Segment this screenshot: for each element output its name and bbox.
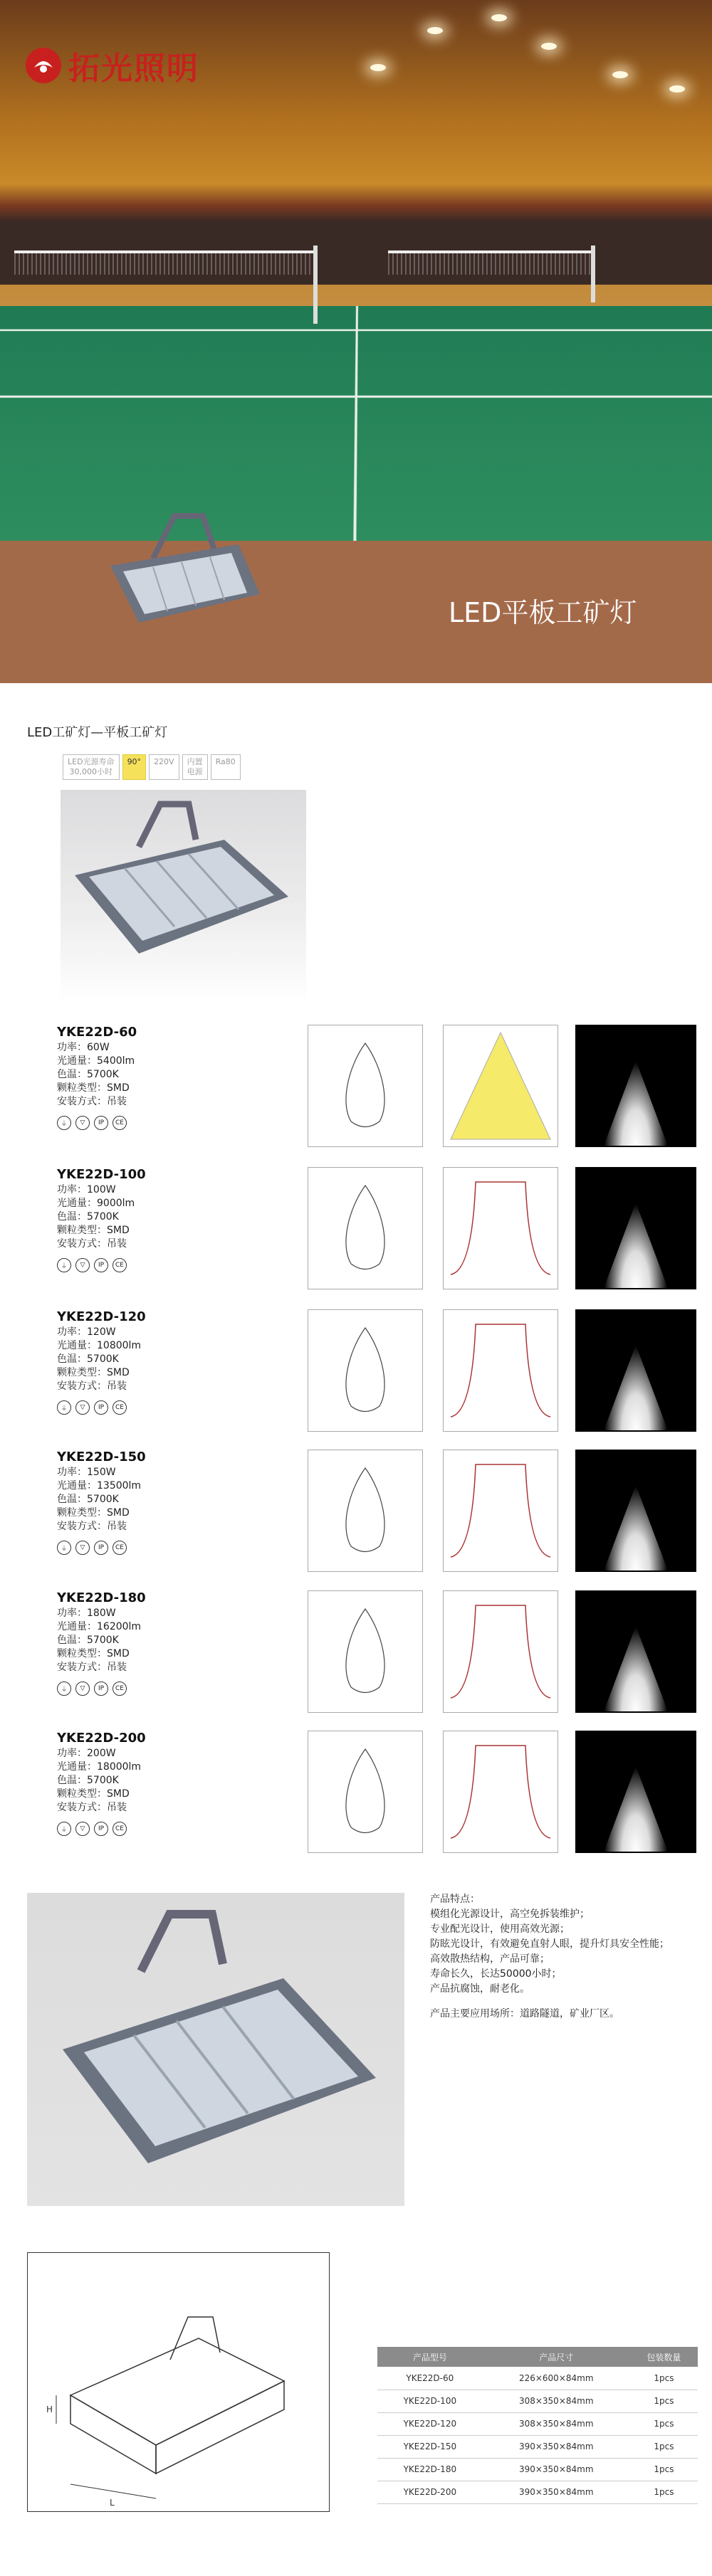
brand-logo: [26, 43, 199, 88]
table-row: YKE22D-200 390×350×84mm 1pcs: [377, 2481, 698, 2503]
triangle-icon: ▽: [75, 1258, 90, 1272]
logo-icon: [26, 48, 61, 83]
ce-icon: CE: [112, 1682, 127, 1696]
net-post: [313, 246, 318, 324]
model-row: [0, 1450, 712, 1578]
model-name: YKE22D-120: [57, 1309, 146, 1324]
cert-icons: [57, 1116, 292, 1130]
spec-power: 功率：200W: [57, 1748, 116, 1759]
spec-chip: 颗粒类型：SMD: [57, 1507, 130, 1519]
distribution-chart: [443, 1167, 558, 1289]
ip66-icon: IP: [94, 1400, 108, 1415]
ground-icon: ⏚: [57, 1541, 71, 1555]
table-header: 产品型号: [377, 2347, 483, 2367]
ce-icon: CE: [112, 1258, 127, 1272]
model-specs: [57, 1309, 292, 1415]
usage-text: 产品主要应用场所：道路隧道，矿业厂区。: [430, 2008, 619, 2020]
ip66-icon: IP: [94, 1541, 108, 1555]
ground-icon: ⏚: [57, 1822, 71, 1836]
spec-flux: 光通量：18000lm: [57, 1761, 142, 1773]
model-name: YKE22D-100: [57, 1167, 146, 1182]
dimension-drawing: [27, 2252, 330, 2512]
cert-icons: [57, 1258, 292, 1272]
polar-curve-chart: [308, 1590, 423, 1713]
cert-icons: [57, 1541, 292, 1555]
polar-curve-chart: [308, 1167, 423, 1289]
ip66-icon: IP: [94, 1258, 108, 1272]
net-post: [591, 246, 595, 302]
voltage-badge: 220V: [149, 754, 179, 780]
spec-cct: 色温：5700K: [57, 1635, 119, 1646]
features-heading: 产品特点：: [430, 1894, 480, 1905]
ground-icon: ⏚: [57, 1400, 71, 1415]
spec-flux: 光通量：5400lm: [57, 1055, 135, 1067]
ceiling-light: [370, 64, 386, 71]
model-row: [0, 1731, 712, 1859]
ce-icon: CE: [112, 1822, 127, 1836]
spec-mount: 安装方式：吊装: [57, 1096, 127, 1107]
illuminance-chart: [443, 1025, 558, 1147]
spec-chip: 颗粒类型：SMD: [57, 1648, 130, 1659]
triangle-icon: ▽: [75, 1400, 90, 1415]
beam-photo: [575, 1731, 696, 1853]
spec-cct: 色温：5700K: [57, 1494, 119, 1505]
triangle-icon: ▽: [75, 1541, 90, 1555]
ceiling-light: [491, 14, 507, 21]
feature-badges: [63, 754, 241, 780]
feature-item: 产品抗腐蚀，耐老化。: [430, 1983, 530, 1995]
hero-banner: [0, 0, 712, 541]
ce-icon: CE: [112, 1541, 127, 1555]
product-photo: [61, 790, 306, 1003]
model-row: [0, 1309, 712, 1437]
cert-icons: [57, 1400, 292, 1415]
beam-photo: [575, 1167, 696, 1289]
polar-curve-chart: [308, 1309, 423, 1432]
distribution-chart: [443, 1309, 558, 1432]
cert-icons: [57, 1822, 292, 1836]
title-band: [0, 541, 712, 683]
distribution-chart: [443, 1590, 558, 1713]
model-specs: [57, 1731, 292, 1836]
model-name: YKE22D-150: [57, 1450, 146, 1464]
feature-item: 专业配光设计，使用高效光源；: [430, 1923, 570, 1935]
model-name: YKE22D-200: [57, 1731, 146, 1746]
table-header: 包装数量: [630, 2347, 698, 2367]
beam-photo: [575, 1025, 696, 1147]
product-large-photo: [27, 1893, 404, 2206]
spec-cct: 色温：5700K: [57, 1069, 119, 1080]
model-row: [0, 1590, 712, 1719]
spec-flux: 光通量：9000lm: [57, 1198, 135, 1209]
section-title: LED工矿灯—平板工矿灯: [27, 725, 168, 740]
spec-mount: 安装方式：吊装: [57, 1802, 127, 1813]
cert-icons: [57, 1682, 292, 1696]
table-header: 产品尺寸: [483, 2347, 630, 2367]
spec-cct: 色温：5700K: [57, 1211, 119, 1223]
spec-cct: 色温：5700K: [57, 1775, 119, 1786]
spec-mount: 安装方式：吊装: [57, 1662, 127, 1673]
spec-flux: 光通量：16200lm: [57, 1621, 142, 1632]
fixture-image: [96, 509, 267, 644]
angle-badge: 90°: [122, 754, 147, 780]
spec-mount: 安装方式：吊装: [57, 1381, 127, 1392]
beam-photo: [575, 1590, 696, 1713]
model-specs: [57, 1450, 292, 1555]
feature-item: 防眩光设计，有效避免直射人眼，提升灯具安全性能；: [430, 1938, 669, 1950]
polar-curve-chart: [308, 1731, 423, 1853]
model-specs: [57, 1025, 292, 1130]
height-label: H: [46, 2405, 53, 2414]
product-title: LED平板工矿灯: [449, 597, 637, 628]
model-name: YKE22D-60: [57, 1025, 137, 1040]
beam-photo: [575, 1309, 696, 1432]
ground-icon: ⏚: [57, 1258, 71, 1272]
table-row: YKE22D-100 308×350×84mm 1pcs: [377, 2390, 698, 2412]
ceiling-light: [427, 27, 443, 34]
triangle-icon: ▽: [75, 1116, 90, 1130]
model-row: [0, 1025, 712, 1153]
table-row: YKE22D-120 308×350×84mm 1pcs: [377, 2412, 698, 2435]
ceiling-light: [541, 43, 557, 50]
polar-curve-chart: [308, 1025, 423, 1147]
ip66-icon: IP: [94, 1682, 108, 1696]
table-row: YKE22D-60 226×600×84mm 1pcs: [377, 2367, 698, 2390]
model-row: [0, 1167, 712, 1295]
triangle-icon: ▽: [75, 1822, 90, 1836]
length-label: L: [110, 2498, 115, 2508]
beam-photo: [575, 1450, 696, 1572]
driver-badge: 内置 电源: [182, 754, 208, 780]
spec-power: 功率：180W: [57, 1608, 116, 1619]
spec-flux: 光通量：13500lm: [57, 1480, 142, 1492]
spec-power: 功率：60W: [57, 1042, 110, 1053]
net: [388, 250, 591, 275]
polar-curve-chart: [308, 1450, 423, 1572]
ground-icon: ⏚: [57, 1682, 71, 1696]
spec-flux: 光通量：10800lm: [57, 1340, 142, 1351]
spec-mount: 安装方式：吊装: [57, 1521, 127, 1532]
features-list: [430, 1893, 693, 2021]
ceiling-light: [669, 85, 685, 93]
ce-icon: CE: [112, 1400, 127, 1415]
ground-icon: ⏚: [57, 1116, 71, 1130]
feature-item: 模组化光源设计，高空免拆装维护；: [430, 1909, 590, 1920]
ra-badge: Ra80: [211, 754, 241, 780]
spec-power: 功率：100W: [57, 1184, 116, 1195]
badminton-court: [0, 306, 712, 541]
spec-chip: 颗粒类型：SMD: [57, 1225, 130, 1236]
table-row: YKE22D-150 390×350×84mm 1pcs: [377, 2435, 698, 2458]
ceiling-light: [612, 71, 628, 78]
net: [14, 250, 313, 275]
distribution-chart: [443, 1731, 558, 1853]
model-specs: [57, 1167, 292, 1272]
spec-cct: 色温：5700K: [57, 1353, 119, 1365]
ip66-icon: IP: [94, 1822, 108, 1836]
brand-name: 拓光照明: [68, 51, 199, 87]
distribution-chart: [443, 1450, 558, 1572]
feature-item: 高效散热结构，产品可靠；: [430, 1953, 550, 1965]
spec-power: 功率：120W: [57, 1326, 116, 1338]
spec-chip: 颗粒类型：SMD: [57, 1788, 130, 1800]
spec-chip: 颗粒类型：SMD: [57, 1367, 130, 1378]
feature-item: 寿命长久，长达50000小时；: [430, 1968, 562, 1980]
lifetime-badge: LED光源寿命 30,000小时: [63, 754, 120, 780]
ip66-icon: IP: [94, 1116, 108, 1130]
triangle-icon: ▽: [75, 1682, 90, 1696]
spec-power: 功率：150W: [57, 1467, 116, 1478]
spec-mount: 安装方式：吊装: [57, 1238, 127, 1250]
model-specs: [57, 1590, 292, 1696]
size-table: [377, 2347, 698, 2504]
table-row: YKE22D-180 390×350×84mm 1pcs: [377, 2458, 698, 2481]
spec-chip: 颗粒类型：SMD: [57, 1082, 130, 1094]
model-name: YKE22D-180: [57, 1590, 146, 1605]
ce-icon: CE: [112, 1116, 127, 1130]
